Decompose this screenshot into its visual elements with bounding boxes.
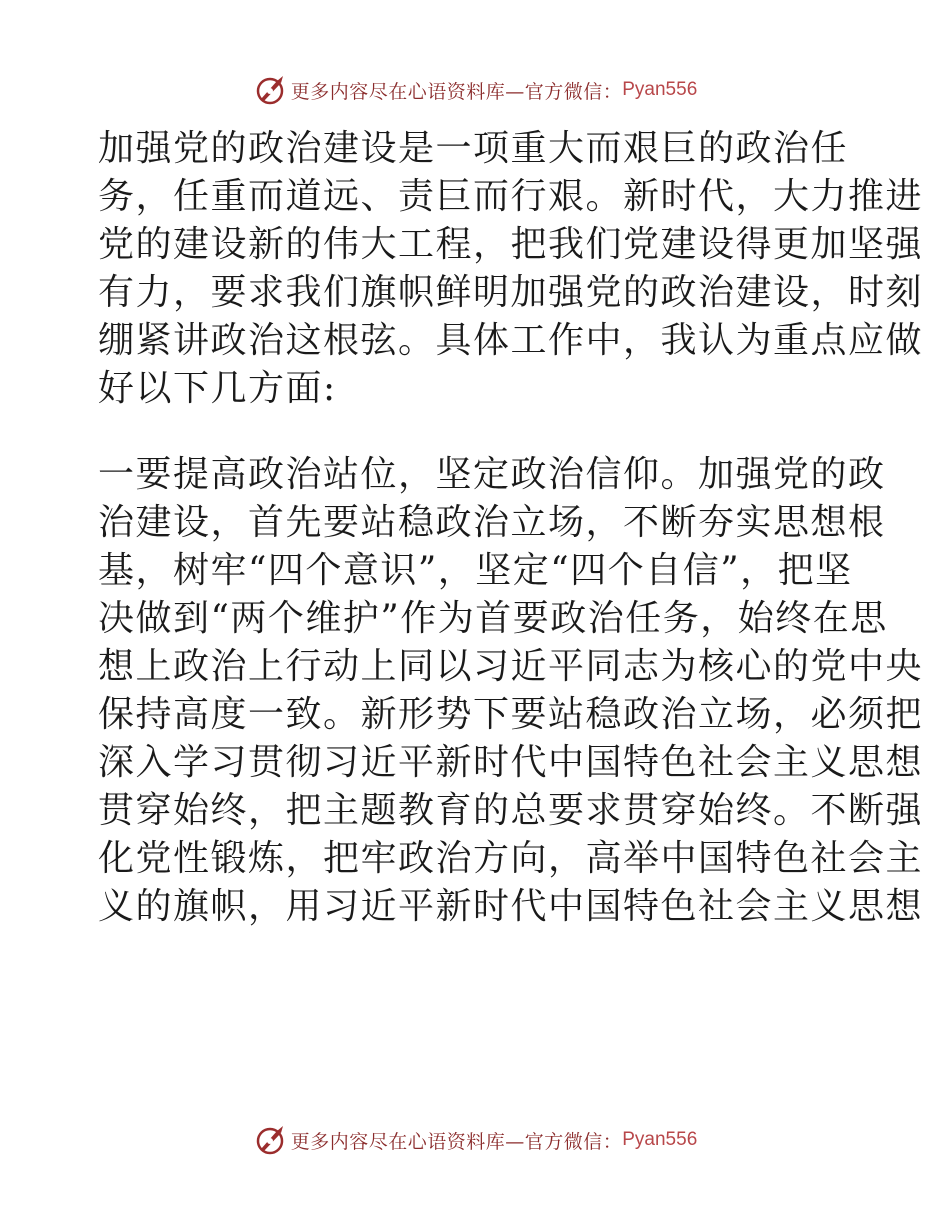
header-wechat-id: Pyan556 [622, 79, 698, 100]
footer-banner-text: 更多内容尽在心语资料库—官方微信： [290, 1130, 623, 1153]
text-line: 决做到“两个维护”作为首要政治任务，始终在思 [98, 598, 888, 639]
text-line: 有力，要求我们旗帜鲜明加强党的政治建设，时刻 [98, 272, 924, 313]
text-line: 绷紧讲政治这根弦。具体工作中，我认为重点应做 [98, 320, 924, 361]
text-line: 贯穿始终，把主题教育的总要求贯穿始终。不断强 [98, 790, 924, 831]
text-line: 义的旗帜，用习近平新时代中国特色社会主义思想 [98, 886, 924, 927]
paragraph-1 [98, 125, 924, 413]
text-line: 党的建设新的伟大工程，把我们党建设得更加坚强 [98, 224, 924, 265]
text-line: 加强党的政治建设是一项重大而艰巨的政治任 [98, 128, 849, 169]
quill-logo-icon [253, 1123, 287, 1157]
document-body [98, 125, 924, 931]
text-line: 务，任重而道远、责巨而行艰。新时代，大力推进 [98, 176, 924, 217]
text-line: 想上政治上行动上同以习近平同志为核心的党中央 [98, 646, 924, 687]
text-line: 深入学习贯彻习近平新时代中国特色社会主义思想 [98, 742, 924, 783]
footer-wechat-id: Pyan556 [622, 1129, 698, 1150]
header-banner-text: 更多内容尽在心语资料库—官方微信： [290, 80, 623, 103]
header-banner [0, 70, 950, 110]
text-line: 基，树牢“四个意识”，坚定“四个自信”，把坚 [98, 550, 853, 591]
text-line: 好以下几方面: [98, 368, 337, 409]
footer-banner [0, 1120, 950, 1160]
text-line: 保持高度一致。新形势下要站稳政治立场，必须把 [98, 694, 924, 735]
text-line: 治建设，首先要站稳政治立场，不断夯实思想根 [98, 502, 886, 543]
text-line: 一要提高政治站位，坚定政治信仰。加强党的政 [98, 454, 886, 495]
paragraph-2 [98, 451, 924, 931]
quill-logo-icon [253, 73, 287, 107]
text-line: 化党性锻炼，把牢政治方向，高举中国特色社会主 [98, 838, 924, 879]
